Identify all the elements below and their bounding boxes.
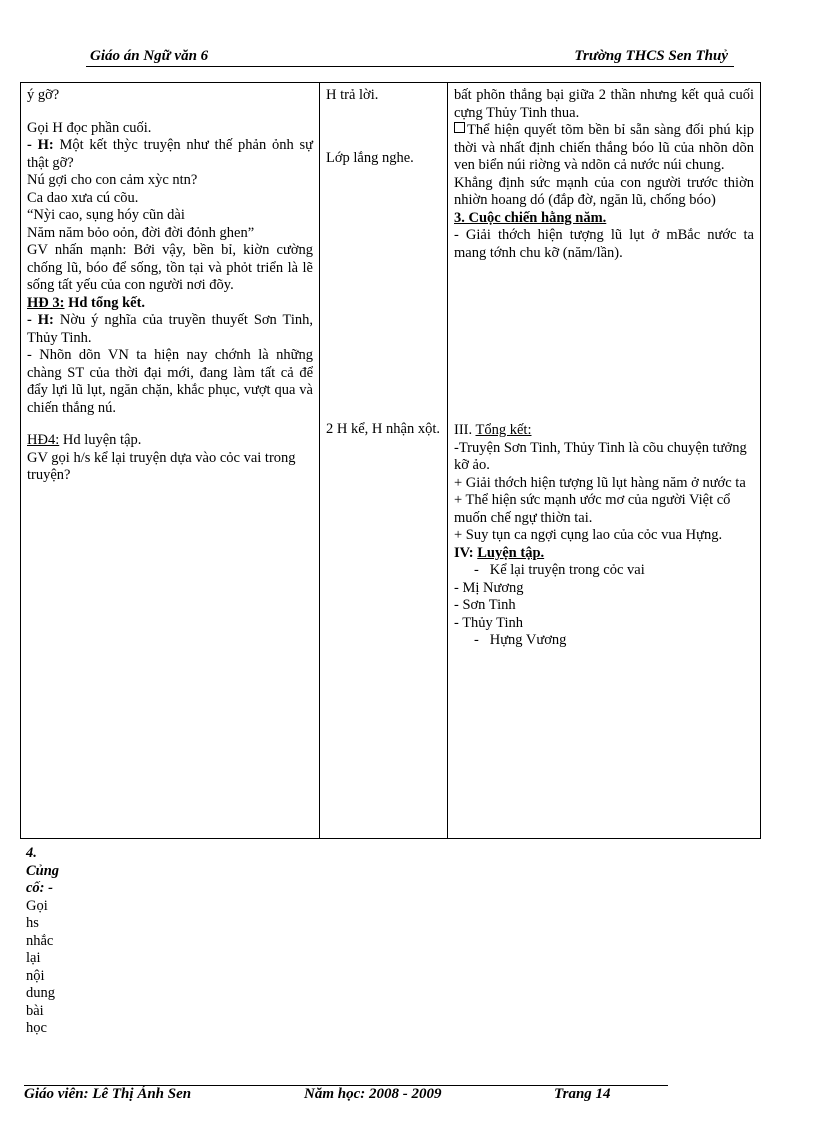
text-line: H trả lời. <box>326 87 379 103</box>
question-line <box>27 312 313 347</box>
header-school: Trường THCS Sen Thuỷ <box>574 48 728 64</box>
word: học <box>26 1020 47 1036</box>
list-item: - Hựng Vương <box>474 632 567 648</box>
section-heading <box>454 422 754 440</box>
section-title: Tổng kết: <box>475 422 532 438</box>
content-cell <box>448 83 761 839</box>
question-text: Nờu ý nghĩa của truyền thuyết Sơn Tinh, Thủy Tinh. <box>27 312 313 346</box>
question-text: Một kết thỳc truyện như thế phản ỏnh sự thật gỡ? <box>27 137 313 171</box>
word: lại <box>26 950 41 966</box>
header-subject: Giáo án Ngữ văn 6 <box>90 48 209 64</box>
text-line: Khẳng định sức mạnh của con người trước thiờn nhiờn hoang dó (đắp đờ, ngăn lũ, chống bóo) <box>454 174 754 208</box>
text-line: bất phõn thắng bại giữa 2 thần nhưng kết quả cuối cựng Thủy Tinh thua. <box>454 87 754 121</box>
question-label: - H: <box>27 312 54 328</box>
list-item: - Thủy Tinh <box>454 614 524 631</box>
section-title: Luyện tập. <box>477 544 545 561</box>
footer-page-number: Trang 14 <box>554 1086 611 1102</box>
text-line: 2 H kể, H nhận xột. <box>326 421 440 437</box>
text-line: - Giải thớch hiện tượng lũ lụt ở mBắc nước ta mang tớnh chu kỡ (năm/lần). <box>454 227 754 261</box>
word: nội <box>26 967 45 984</box>
word: dung <box>26 985 55 1001</box>
word: bài <box>26 1002 44 1019</box>
text-line: GV nhấn mạnh: Bởi vậy, bền bỉ, kiờn cường chống lũ, bóo để sống, tồn tại và phỏt triển là lẽ sống tất yếu của con người nơi đõy. <box>27 242 313 293</box>
list-item: - Mị Nương <box>454 579 524 596</box>
teacher-activity-cell <box>21 83 320 839</box>
section-number: III. <box>454 422 473 438</box>
list-item: - Sơn Tinh <box>454 597 516 613</box>
activity-label: HĐ4: <box>27 432 60 448</box>
section-heading <box>454 545 754 563</box>
student-activity-cell <box>320 83 448 839</box>
text-line: + Suy tụn ca ngợi cụng lao của cỏc vua Hựng. <box>454 527 723 543</box>
activity-heading <box>27 432 313 450</box>
section-heading: 3. Cuộc chiến hằng năm. <box>454 209 607 226</box>
text-line <box>454 122 754 175</box>
table-row <box>21 83 761 839</box>
text-span: Thể hiện quyết tõm bền bỉ sẵn sàng đối phú kịp thời và nhất định chiến thắng bóo lũ của nhõn dõn ven biển núi riờng và ndõn cả nước núi chung. <box>454 122 754 173</box>
text-line: + Giải thớch hiện tượng lũ lụt hàng năm ở nước ta <box>454 474 746 491</box>
activity-heading <box>27 295 313 313</box>
list-item: - Kể lại truyện trong cỏc vai <box>474 562 645 578</box>
consolidation-title: cố: - <box>26 880 53 896</box>
consolidation-column <box>26 845 82 1038</box>
page-footer <box>24 1085 668 1102</box>
text-line: + Thể hiện sức mạnh ước mơ của người Việt cổ muốn chế ngự thiờn tai. <box>454 492 731 526</box>
word: Gọi <box>26 897 48 914</box>
lesson-table <box>20 82 761 839</box>
footer-school-year: Năm học: 2008 - 2009 <box>304 1086 442 1102</box>
word: hs <box>26 915 39 931</box>
text-line: Lớp lắng nghe. <box>326 149 414 166</box>
text-line: ý gỡ? <box>27 87 60 103</box>
consolidation-title: Củng <box>26 862 60 879</box>
page-header <box>86 50 734 67</box>
activity-title: Hd tổng kết. <box>64 294 146 311</box>
text-line: Gọi H đọc phần cuối. <box>27 119 152 136</box>
section-number: IV: <box>454 544 474 561</box>
text-line: GV gọi h/s kể lại truyện dựa vào cỏc vai trong truyện? <box>27 449 296 483</box>
checkbox-square-icon <box>454 122 465 133</box>
list-item-text: Hựng Vương <box>489 632 567 648</box>
activity-title: Hd luyện tập. <box>59 432 142 448</box>
text-line: -Truyện Sơn Tinh, Thủy Tinh là cõu chuyện tưởng kỡ ảo. <box>454 439 747 473</box>
footer-teacher: Giáo viên: Lê Thị Ánh Sen <box>24 1086 192 1102</box>
activity-label: HĐ 3: <box>27 294 65 311</box>
section-number: 4. <box>26 845 37 861</box>
word: nhắc <box>26 932 54 949</box>
text-line: - Nhõn dõn VN ta hiện nay chớnh là những chàng ST của thời đại mới, đang làm tất cả để đẩy lựi lũ lụt, ngăn chặn, khắc phục, vượt qua và chiến thắng nú. <box>27 347 313 416</box>
text-line: Ca dao xưa cú cõu. <box>27 189 139 206</box>
poem-line: “Nỳi cao, sụng hóy cũn dài <box>27 207 185 223</box>
text-line: Nú gợi cho con cảm xỳc ntn? <box>27 172 198 188</box>
poem-line: Năm năm bỏo oỏn, đời đời đỏnh ghen” <box>27 224 255 241</box>
question-line <box>27 137 313 172</box>
list-item-text: Kể lại truyện trong cỏc vai <box>489 562 645 578</box>
question-label: - H: <box>27 137 54 153</box>
